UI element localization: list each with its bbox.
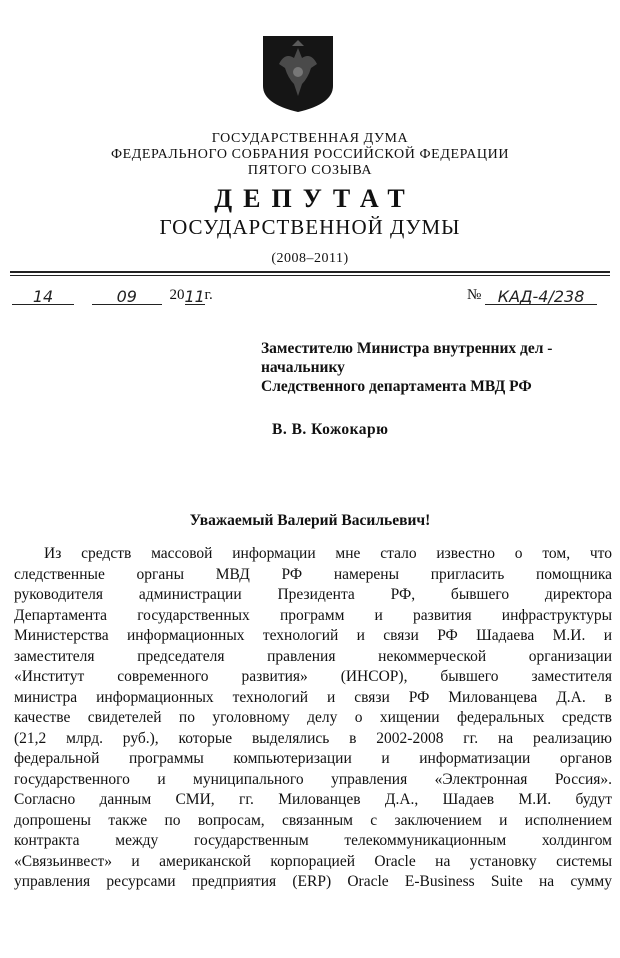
addressee-line-3: Следственного департамента МВД РФ	[261, 378, 532, 395]
date-year-end: г.	[204, 287, 213, 303]
letterhead-line-2: ФЕДЕРАЛЬНОГО СОБРАНИЯ РОССИЙСКОЙ ФЕДЕРАЦИИ	[110, 147, 510, 162]
letterhead-title: ДЕПУТАТ	[214, 184, 416, 213]
date-day: 14	[12, 287, 74, 305]
coat-of-arms-icon	[261, 34, 335, 114]
body-line: Министерства информационных технологий и связи РФ Шадаева М.И. и	[14, 627, 612, 644]
body-line: качестве свидетелей по уголовному делу о хищении федеральных средств	[14, 709, 612, 726]
header-rule	[10, 271, 610, 273]
addressee-line-2: начальнику	[261, 359, 345, 376]
body-line: государственного и муниципального управления «Электронная Россия».	[14, 770, 612, 788]
greeting: Уважаемый Валерий Васильевич!	[189, 512, 431, 529]
body-line: Департамента государственных программ и развития инфраструктуры	[14, 606, 612, 624]
body-line: «Связьинвест» и американской корпорацией Oracle на установку системы	[14, 852, 612, 870]
body-line: министра информационных технологий и связи РФ Милованцева Д.А. в	[14, 688, 612, 706]
body-line: «Институт современного развития» (ИНСОР), бывшего заместителя	[14, 668, 612, 685]
body-line: допрошены также по вопросам, связанным с заключением и исполнением	[14, 811, 612, 829]
reference-value: КАД-4/238	[485, 287, 597, 305]
letter-body	[14, 544, 612, 893]
body-line: заместителя председателя правления некоммерческой организации	[14, 647, 612, 665]
addressee-block	[261, 339, 552, 396]
date-year-prefix: 20	[169, 287, 185, 303]
reference-prefix: №	[467, 287, 482, 303]
body-line: Из средств массовой информации мне стало известно о том, что	[44, 545, 612, 562]
reference-number	[467, 285, 597, 305]
body-line: управления ресурсами предприятия (ERP) Oracle E-Business Suite на сумму	[14, 873, 612, 890]
header-rule-thin	[10, 275, 610, 276]
letterhead-subtitle: ГОСУДАРСТВЕННОЙ ДУМЫ	[159, 215, 461, 239]
letterhead-years: (2008–2011)	[271, 251, 349, 266]
letterhead-line-3: ПЯТОГО СОЗЫВА	[247, 163, 373, 178]
date-month: 09	[92, 287, 162, 305]
date-year-suffix: 11	[184, 287, 205, 306]
body-line: федеральной программы компьютеризации и информатизации органов	[14, 750, 612, 767]
body-line: руководителя администрации Президента РФ, бывшего директора	[14, 586, 612, 603]
addressee-name: В. В. Кожокарю	[272, 421, 389, 438]
body-line: (21,2 млрд. руб.), которые выделялись в 2002-2008 гг. на реализацию	[14, 729, 612, 747]
letter-date	[12, 285, 213, 305]
body-line: Согласно данным СМИ, гг. Милованцев Д.А., Шадаев М.И. будут	[14, 791, 612, 808]
letterhead-line-1: ГОСУДАРСТВЕННАЯ ДУМА	[211, 131, 409, 146]
body-line: контракта между государственным телекоммуникационным холдингом	[14, 832, 612, 849]
addressee-line-1: Заместителю Министра внутренних дел -	[261, 340, 553, 357]
body-line: следственные органы МВД РФ намерены пригласить помощника	[14, 565, 612, 583]
